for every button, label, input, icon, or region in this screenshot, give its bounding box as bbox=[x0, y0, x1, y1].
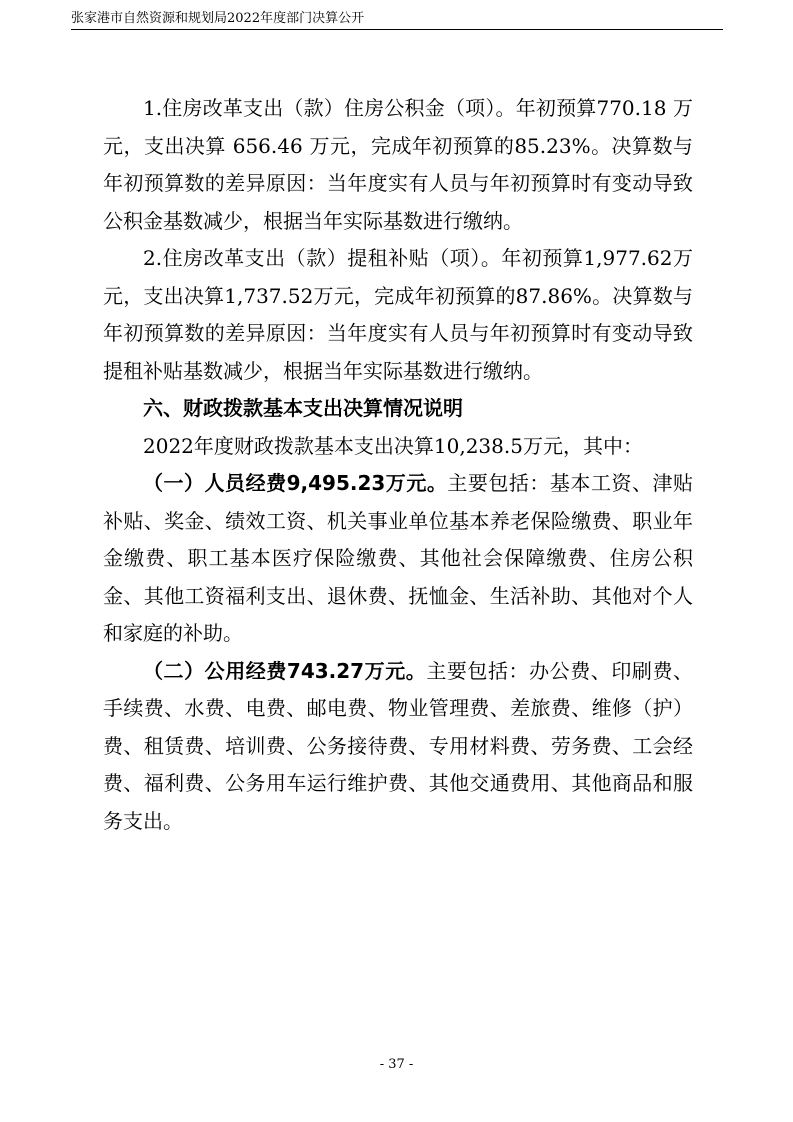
section-title-basic-expenditure: 六、财政拨款基本支出决算情况说明 bbox=[143, 396, 463, 420]
personnel-expenses-lead: （一）人员经费9,495.23万元。 bbox=[143, 471, 448, 495]
page-number: - 37 - bbox=[379, 1057, 414, 1072]
paragraph-public-expenses bbox=[103, 653, 693, 841]
public-expenses-body: 主要包括：办公费、印刷费、手续费、水费、电费、邮电费、物业管理费、差旅费、维修（护）费、租赁费、培训费、公务接待费、专用材料费、劳务费、工会经费、福利费、公务用车运行维护费、其他交通费用、其他商品和服务支出。 bbox=[103, 658, 693, 833]
paragraph-housing-fund: 1.住房改革支出（款）住房公积金（项）。年初预算770.18 万元，支出决算 656.46 万元，完成年初预算的85.23%。决算数与年初预算数的差异原因：当年度实有人员与年初预算时有变动导致公积金基数减少，根据当年实际基数进行缴纳。 bbox=[103, 96, 693, 233]
personnel-expenses-body: 主要包括：基本工资、津贴补贴、奖金、绩效工资、机关事业单位基本养老保险缴费、职业年金缴费、职工基本医疗保险缴费、其他社会保障缴费、住房公积金、其他工资福利支出、退休费、抚恤金、生活补助、其他对个人和家庭的补助。 bbox=[103, 471, 693, 645]
public-expenses-lead: （二）公用经费743.27万元。 bbox=[143, 658, 427, 683]
header-title: 张家港市自然资源和规划局2022年度部门决算公开 bbox=[71, 11, 365, 26]
paragraph-rent-subsidy: 2.住房改革支出（款）提租补贴（项）。年初预算1,977.62万元，支出决算1,737.52万元，完成年初预算的87.86%。决算数与年初预算数的差异原因：当年度实有人员与年初预算时有变动导致提租补贴基数减少，根据当年实际基数进行缴纳。 bbox=[103, 246, 693, 383]
paragraph-personnel-expenses bbox=[103, 465, 693, 653]
paragraph-basic-expenditure-total: 2022年度财政拨款基本支出决算10,238.5万元，其中： bbox=[143, 433, 643, 458]
document-body bbox=[103, 90, 693, 840]
page-header bbox=[71, 9, 723, 30]
